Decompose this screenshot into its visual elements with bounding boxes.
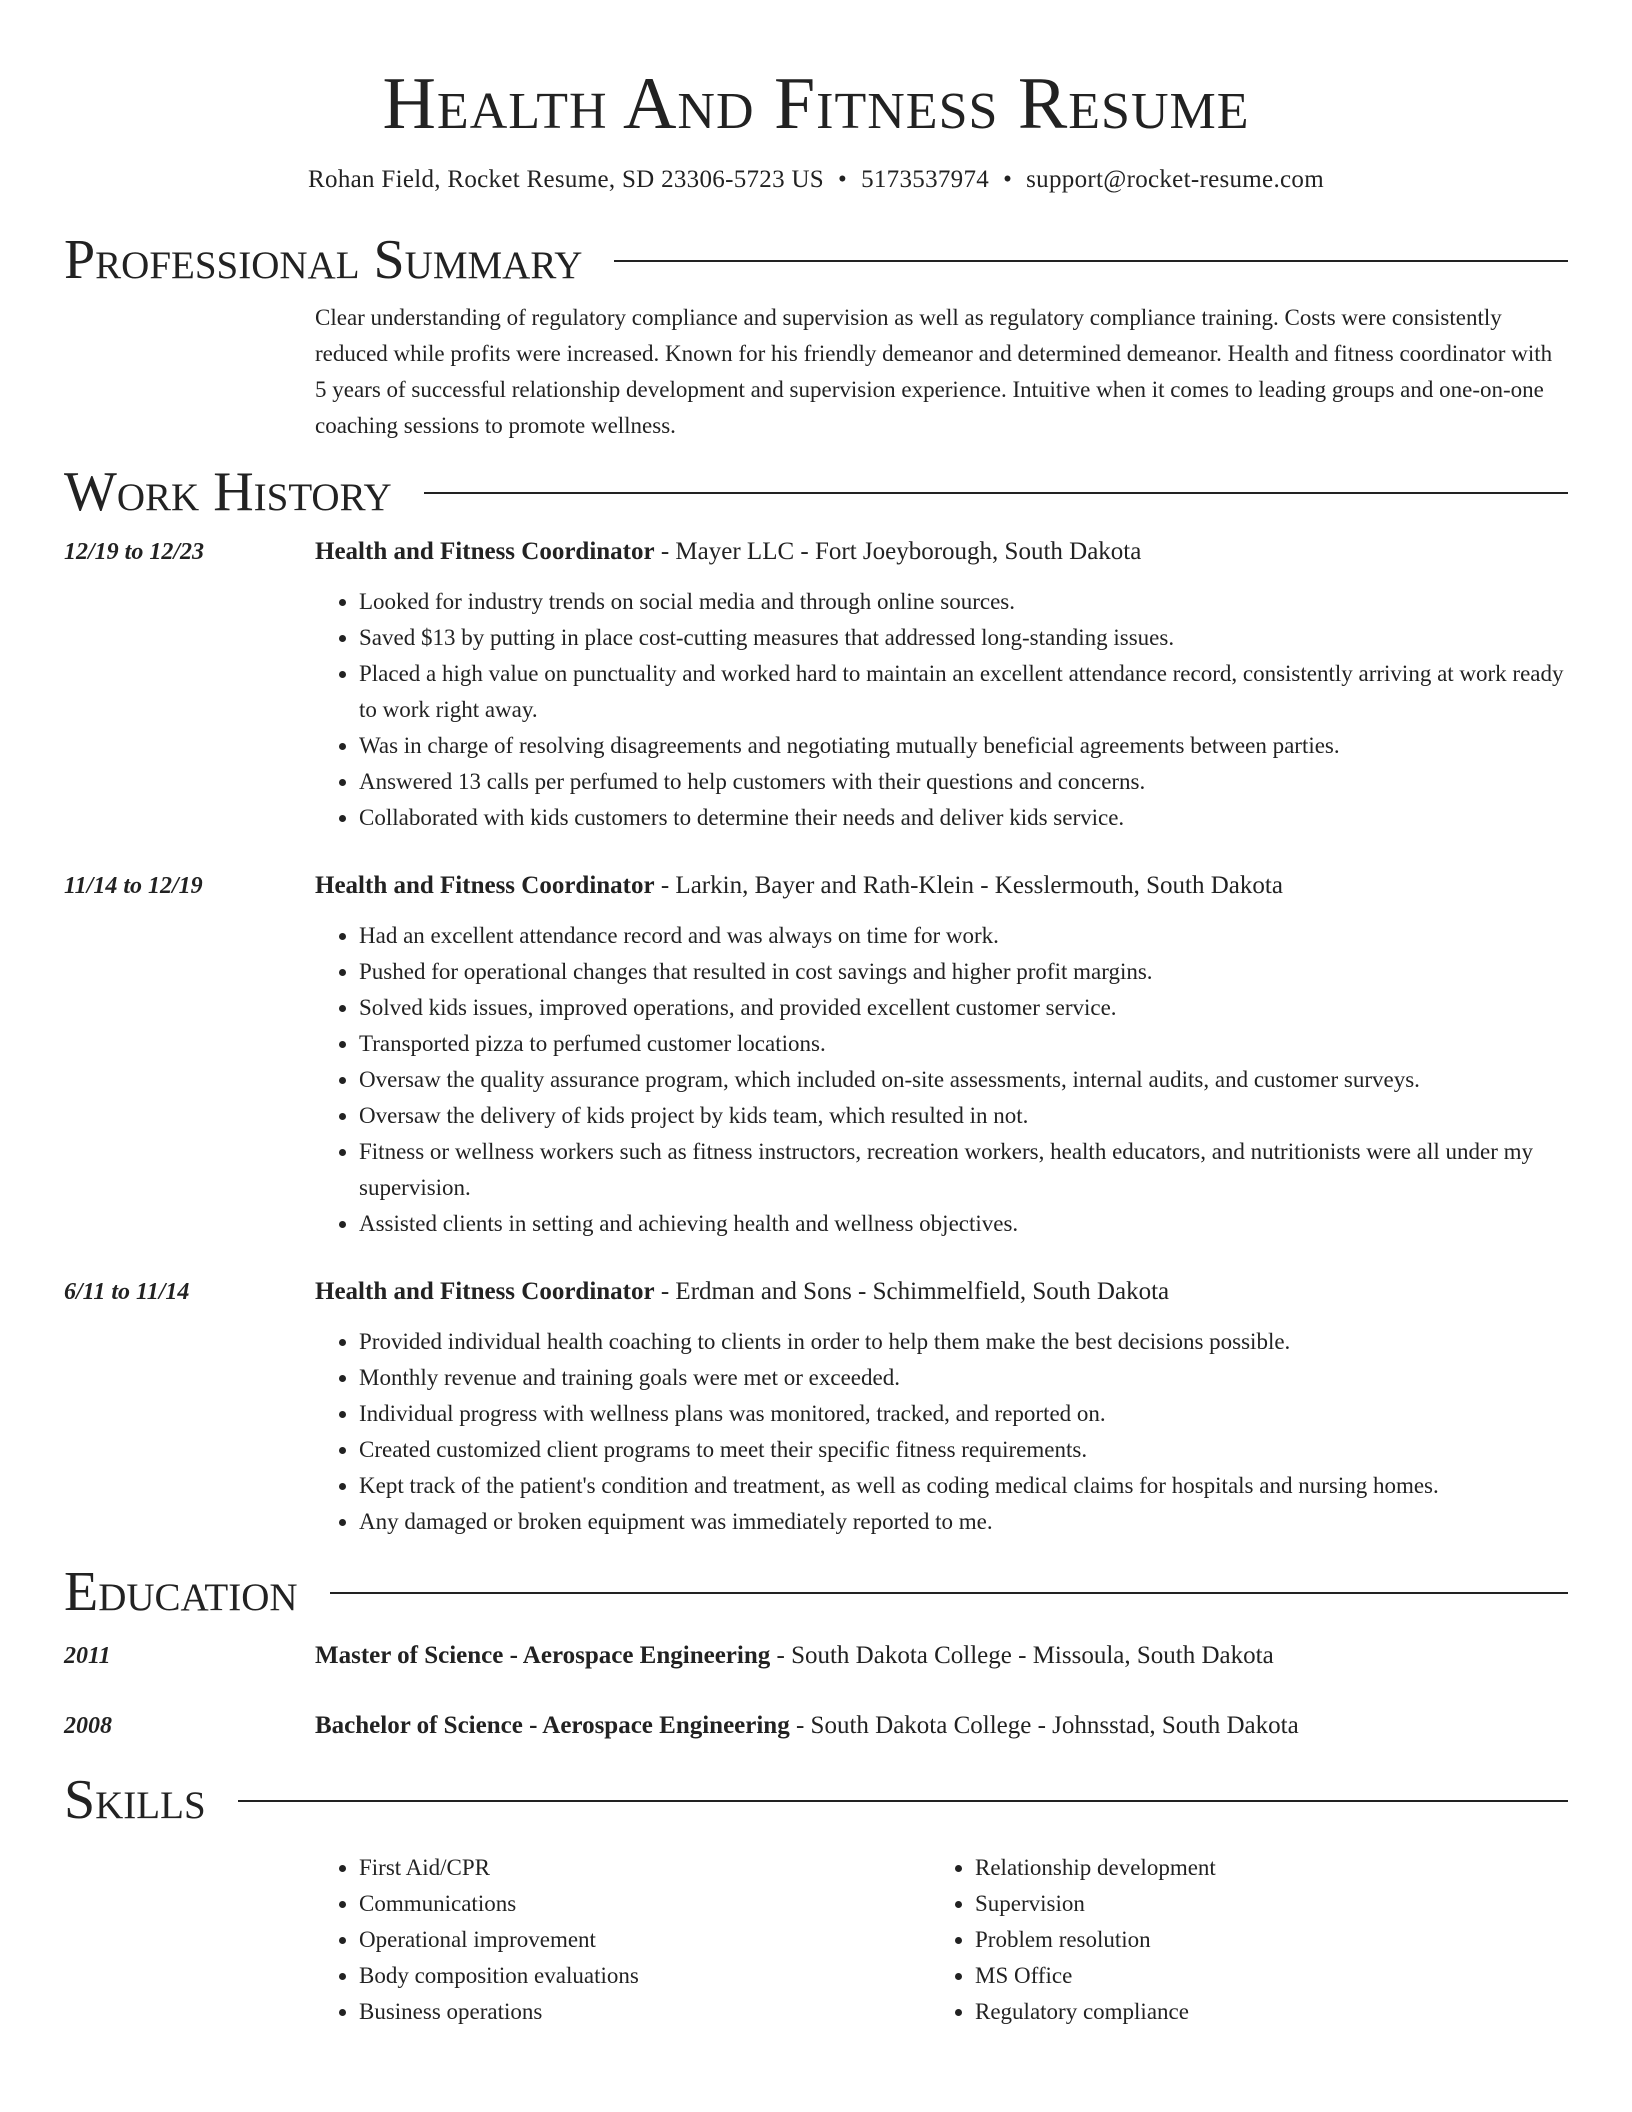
section-divider (424, 492, 1568, 494)
job-heading (315, 534, 1568, 570)
skill-item: • MS Office (975, 1958, 1568, 1994)
work-section-header (64, 462, 1568, 522)
job-title: Health and Fitness Coordinator (315, 538, 655, 565)
job-bullet: • Monthly revenue and training goals were met or exceeded. (359, 1360, 1568, 1396)
summary-body (315, 300, 1568, 444)
contact-phone: 5173537974 (861, 166, 990, 193)
section-heading-work: Work History (64, 461, 392, 523)
job-bullet: • Collaborated with kids customers to determine their needs and deliver kids service. (359, 800, 1568, 836)
section-divider (330, 1592, 1568, 1594)
education-degree: Bachelor of Science - Aerospace Engineering (315, 1712, 790, 1739)
skill-item: • Operational improvement (359, 1922, 931, 1958)
skills-column-left (315, 1850, 931, 2030)
section-heading-summary: Professional Summary (64, 229, 583, 291)
skill-item: • Regulatory compliance (975, 1994, 1568, 2030)
summary-text: Clear understanding of regulatory compliance and supervision as well as regulatory compliance training. Costs were consistently reduced while profits were increased. Known for his friendly demeanor and determined demeanor. Health and fitness coordinator with 5 years of successful relationship development and supervision experience. Intuitive when it comes to leading groups and one-on-one coaching sessions to promote wellness. (315, 305, 1553, 438)
skills-column-right (931, 1850, 1568, 2030)
job-heading (315, 1274, 1568, 1310)
skill-item: • Communications (359, 1886, 931, 1922)
job-bullet: • Kept track of the patient's condition and treatment, as well as coding medical claims for hospitals and nursing homes. (359, 1468, 1568, 1504)
skill-item: • Body composition evaluations (359, 1958, 931, 1994)
job-bullet: • Assisted clients in setting and achieving health and wellness objectives. (359, 1206, 1568, 1242)
job-bullets (315, 1324, 1568, 1540)
section-heading-education: Education (64, 1561, 298, 1623)
contact-line (64, 164, 1568, 196)
job-entry (64, 1274, 1568, 1540)
job-bullet: • Placed a high value on punctuality and worked hard to maintain an excellent attendance record, consistently arriving at work ready to work right away. (359, 656, 1568, 728)
skills-list (315, 1850, 1568, 2030)
skills-section-header (64, 1770, 1568, 1830)
education-heading (315, 1638, 1568, 1674)
job-content (315, 1274, 1568, 1540)
education-year: 2011 (64, 1643, 111, 1669)
education-entry (64, 1638, 1568, 1674)
skill-item: • Problem resolution (975, 1922, 1568, 1958)
contact-separator: • (838, 166, 848, 193)
job-bullet: • Transported pizza to perfumed customer locations. (359, 1026, 1568, 1062)
skill-item: • Supervision (975, 1886, 1568, 1922)
job-bullets (315, 584, 1568, 836)
resume-title: Health And Fitness Resume (382, 63, 1250, 145)
skill-item: • Relationship development (975, 1850, 1568, 1886)
education-year: 2008 (64, 1713, 112, 1739)
job-bullet: • Provided individual health coaching to clients in order to help them make the best decisions possible. (359, 1324, 1568, 1360)
job-bullet: • Saved $13 by putting in place cost-cutting measures that addressed long-standing issues. (359, 620, 1568, 656)
job-title: Health and Fitness Coordinator (315, 1278, 655, 1305)
job-company-location: - Erdman and Sons - Schimmelfield, South Dakota (654, 1278, 1170, 1305)
contact-separator: • (1003, 166, 1013, 193)
job-bullet: • Any damaged or broken equipment was immediately reported to me. (359, 1504, 1568, 1540)
contact-address: Rohan Field, Rocket Resume, SD 23306-5723 US (308, 166, 825, 193)
job-bullets (315, 918, 1568, 1242)
job-company-location: - Mayer LLC - Fort Joeyborough, South Dakota (654, 538, 1142, 565)
job-bullet: • Answered 13 calls per perfumed to help customers with their questions and concerns. (359, 764, 1568, 800)
job-bullet: • Pushed for operational changes that resulted in cost savings and higher profit margins. (359, 954, 1568, 990)
section-divider (238, 1800, 1568, 1802)
job-bullet: • Oversaw the delivery of kids project by kids team, which resulted in not. (359, 1098, 1568, 1134)
contact-email[interactable]: support@rocket-resume.com (1026, 166, 1324, 193)
section-heading-skills: Skills (64, 1769, 206, 1831)
job-bullet: • Was in charge of resolving disagreements and negotiating mutually beneficial agreements between parties. (359, 728, 1568, 764)
job-bullet: • Had an excellent attendance record and was always on time for work. (359, 918, 1568, 954)
education-heading (315, 1708, 1568, 1744)
job-content (315, 868, 1568, 1242)
education-school-location: - South Dakota College - Johnsstad, South Dakota (789, 1712, 1299, 1739)
job-bullet: • Oversaw the quality assurance program, which included on-site assessments, internal audits, and customer surveys. (359, 1062, 1568, 1098)
education-section-header (64, 1562, 1568, 1622)
summary-section-header (64, 230, 1568, 290)
job-heading (315, 868, 1568, 904)
job-bullet: • Solved kids issues, improved operations, and provided excellent customer service. (359, 990, 1568, 1026)
job-dates: 12/19 to 12/23 (64, 539, 205, 565)
resume-page (64, 0, 1568, 2030)
job-title: Health and Fitness Coordinator (315, 872, 655, 899)
job-bullet: • Fitness or wellness workers such as fitness instructors, recreation workers, health educators, and nutritionists were all under my supervision. (359, 1134, 1568, 1206)
job-content (315, 534, 1568, 836)
skill-item: • First Aid/CPR (359, 1850, 931, 1886)
job-entry (64, 868, 1568, 1242)
job-dates: 6/11 to 11/14 (64, 1279, 190, 1305)
education-school-location: - South Dakota College - Missoula, South Dakota (770, 1642, 1274, 1669)
job-bullet: • Looked for industry trends on social media and through online sources. (359, 584, 1568, 620)
job-company-location: - Larkin, Bayer and Rath-Klein - Kesslermouth, South Dakota (654, 872, 1283, 899)
skill-item: • Business operations (359, 1994, 931, 2030)
job-bullet: • Created customized client programs to meet their specific fitness requirements. (359, 1432, 1568, 1468)
section-divider (614, 260, 1568, 262)
education-entry (64, 1708, 1568, 1744)
job-entry (64, 534, 1568, 836)
job-bullet: • Individual progress with wellness plans was monitored, tracked, and reported on. (359, 1396, 1568, 1432)
education-degree: Master of Science - Aerospace Engineering (315, 1642, 771, 1669)
job-dates: 11/14 to 12/19 (64, 873, 203, 899)
